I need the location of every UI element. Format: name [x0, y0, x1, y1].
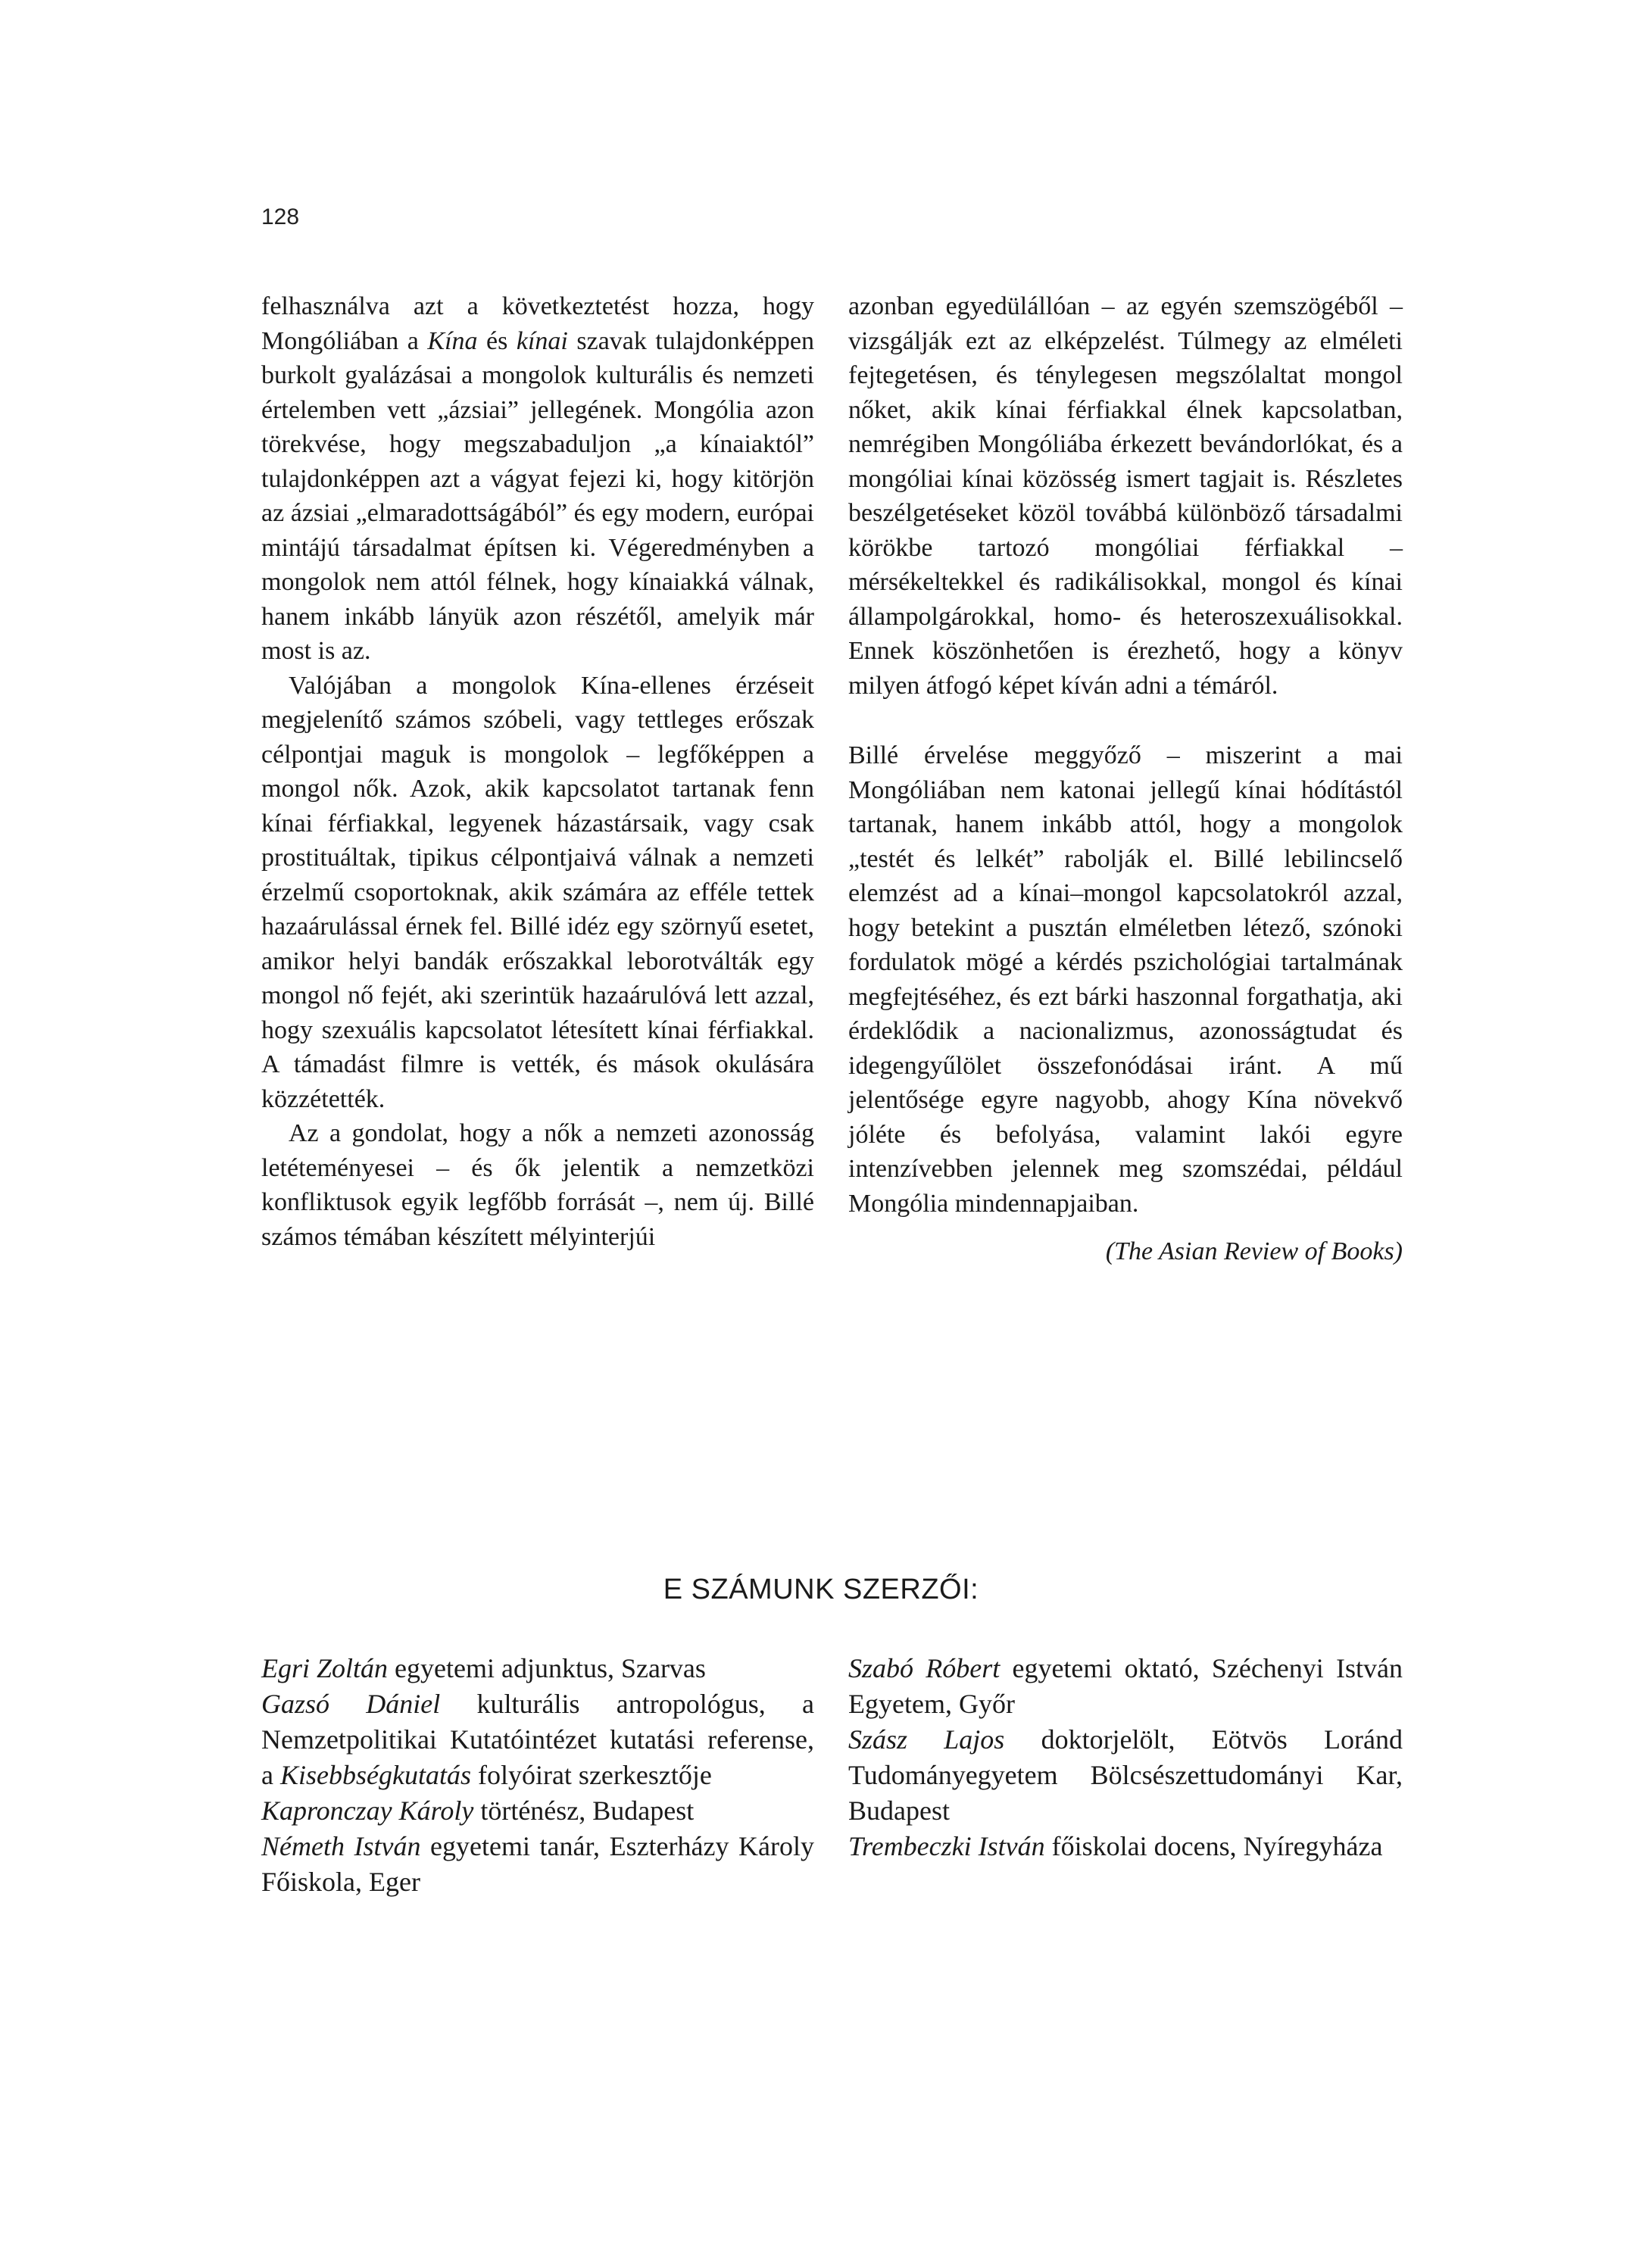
- contributor-entry: [848, 1829, 1403, 1864]
- paragraph: [261, 1116, 814, 1254]
- review-column-right: [848, 289, 1403, 1269]
- contributors-list-left: [261, 1651, 814, 1900]
- contributor-entry: [848, 1651, 1403, 1722]
- text-run: folyóirat szerkesztője: [470, 1760, 712, 1790]
- contributors-heading: E SZÁMUNK SZERZŐI:: [663, 1574, 979, 1605]
- text-run: azonban egyedülállóan – az egyén szemszögéből – vizsgálják ezt az elképzelést. Túlmegy az elméleti fejtegetésen, és ténylegesen megszólaltat mongol nőket, akik kínai férfiakkal élnek kapcsolatban, nemrégiben Mongóliába érkezett bevándorlókat, és a mongóliai kínai közösség ismert tagjait is. Részletes beszélgetéseket közöl továbbá különböző társadalmi körökbe tartozó mongóliai férfiakkal – mérsékeltekkel és radikálisokkal, mongol és kínai állampolgárokkal, homo- és heteroszexuálisokkal. Ennek köszönhetően is érezhető, hogy a könyv milyen átfogó képet kíván adni a témáról.: [848, 292, 1403, 700]
- text-run: egyetemi adjunktus, Szarvas: [388, 1653, 706, 1683]
- text-run: Az a gondolat, hogy a nők a nemzeti azonosság letéteményesei – és ők jelentik a nemzetközi konfliktusok egyik legfőbb forrását –, nem új. Billé számos témában készített mélyinterjúi: [261, 1119, 814, 1251]
- contributor-entry: [261, 1651, 814, 1686]
- italic-text: Gazsó Dániel: [261, 1689, 441, 1719]
- italic-text: Kapronczay Károly: [261, 1795, 474, 1826]
- italic-text: Szász Lajos: [848, 1724, 1005, 1755]
- text-run: főiskolai docens, Nyíregyháza: [1044, 1831, 1383, 1861]
- page-number: 128: [261, 204, 300, 229]
- text-run: doktorjelölt, Eötvös Loránd Tudományegyetem Bölcsészettudományi Kar, Budapest: [848, 1724, 1403, 1826]
- text-run: egyetemi tanár, Eszterházy Károly Főiskola, Eger: [261, 1831, 814, 1897]
- text-run: szavak tulajdonképpen burkolt gyalázásai a mongolok kulturális és nemzeti értelemben vett „ázsiai” jellegének. Mongólia azon törekvése, hogy megszabaduljon „a kínaiaktól” tulajdonképpen azt a vágyat fejezi ki, hogy kitörjön az ázsiai „elmaradottságából” és egy modern, európai mintájú társadalmat építsen ki. Végeredményben a mongolok nem attól félnek, hogy kínaiakká válnak, hanem inkább lányük azon részétől, amelyik már most is az.: [261, 326, 815, 665]
- italic-text: Trembeczki István: [848, 1831, 1045, 1861]
- paragraph: [261, 289, 814, 669]
- text-run: Billé érvelése meggyőző – miszerint a mai Mongóliában nem katonai jellegű kínai hódítástól tartanak, hanem inkább attól, hogy a mongolok „testét és lelkét” rabolják el. Billé lebilincselő elemzést ad a kínai–mongol kapcsolatokról azzal, hogy betekint a pusztán elméletben létező, szónoki fordulatok mögé a kérdés pszichológiai tartalmának megfejtéséhez, és ezt bárki haszonnal forgathatja, aki érdeklődik a nacionalizmus, azonosságtudat és idegengyűlölet összefonódásai iránt. A mű jelentősége egyre nagyobb, ahogy Kína növekvő jóléte és befolyása, valamint lakói egyre intenzívebben jelennek meg szomszédai, például Mongólia mindennapjaiban.: [848, 741, 1403, 1218]
- text-run: és: [477, 326, 517, 355]
- paragraph: [848, 289, 1403, 703]
- text-run: Valójában a mongolok Kína-ellenes érzéseit megjelenítő számos szóbeli, vagy tettleges erőszak célpontjai maguk is mongolok – legfőképpen a mongol nők. Azok, akik kapcsolatot tartanak fenn kínai férfiakkal, legyenek házastársaik, vagy csak prostituáltak, tipikus célpontjaivá válnak a nemzeti érzelmű csoportoknak, akik számára az efféle tettek hazaárulással érnek fel. Billé idéz egy szörnyű esetet, amikor helyi bandák erőszakkal leborotválták egy mongol nő fejét, aki szerintük hazaárulóvá lett azzal, hogy szexuális kapcsolatot létesített kínai férfiakkal. A támadást filmre is vették, és mások okulására közzétették.: [261, 671, 814, 1113]
- contributors-list-right: [848, 1651, 1403, 1864]
- text-run: történész, Budapest: [473, 1795, 695, 1826]
- italic-text: kínai: [516, 326, 568, 355]
- review-column-right-body: [848, 289, 1403, 1221]
- text-run: egyetemi oktató, Széchenyi István Egyetem, Győr: [848, 1653, 1403, 1719]
- italic-text: Kína: [427, 326, 478, 355]
- contributor-entry: [261, 1829, 814, 1900]
- contributor-entry: [848, 1722, 1403, 1829]
- italic-text: Szabó Róbert: [848, 1653, 1000, 1683]
- italic-text: Egri Zoltán: [261, 1653, 389, 1683]
- text-run: felhasználva azt a következtetést hozza, hogy Mongóliában a: [261, 292, 814, 355]
- contributor-entry: [261, 1793, 814, 1829]
- text-run: kulturális antropológus, a Nemzetpolitikai Kutatóintézet kutatási referense, a: [261, 1689, 814, 1790]
- review-source-attribution: (The Asian Review of Books): [1105, 1237, 1403, 1265]
- review-column-left: [261, 289, 814, 1254]
- paragraph: [848, 738, 1403, 1221]
- paragraph: [261, 669, 814, 1117]
- italic-text: Kisebbségkutatás: [279, 1760, 471, 1790]
- italic-text: Németh István: [261, 1831, 421, 1861]
- contributor-entry: [261, 1686, 814, 1793]
